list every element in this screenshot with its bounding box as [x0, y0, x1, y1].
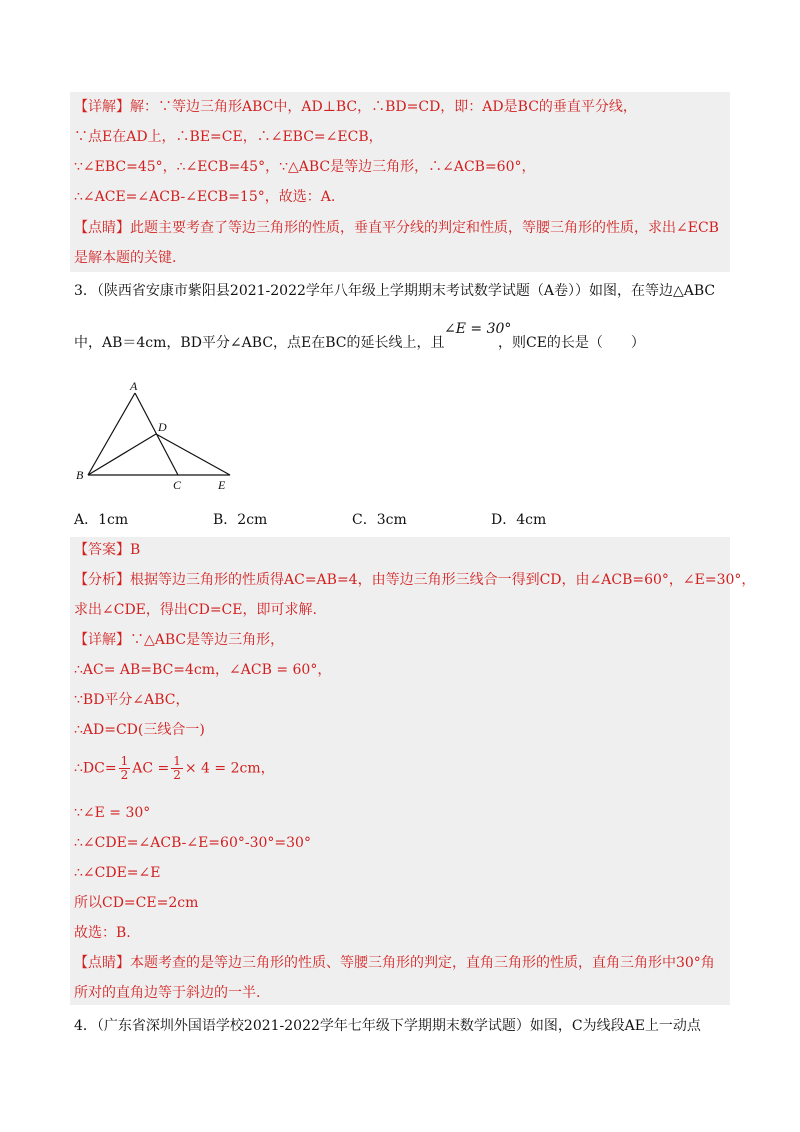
comment-line-2: 是解本题的关键.	[74, 250, 177, 266]
question-3-line-2a: 中，AB＝4cm，BD平分∠ABC，点E在BC的延长线上，且	[74, 335, 445, 351]
question-3-line-1: 3．（陕西省安康市紫阳县2021-2022学年八年级上学期期末考试数学试题（A卷））如图，在等边△ABC	[74, 283, 716, 299]
question-3-line-2b: ，则CE的长是（ ）	[498, 335, 645, 351]
question-4-line-1: 4．（广东省深圳外国语学校2021-2022学年七年级下学期期末数学试题）如图，C为线段AE上一动点	[74, 1018, 701, 1034]
label-b: B	[76, 468, 84, 482]
detail-line-4: ∴∠ACE=∠ACB-∠ECB=15°，故选：A.	[74, 189, 336, 205]
detail-b-line-2: ∴AC= AB=BC=4cm，∠ACB = 60°，	[74, 662, 332, 678]
dc-prefix: ∴DC=	[74, 760, 117, 777]
option-a: A．1cm	[74, 512, 129, 528]
label-c: C	[173, 478, 182, 492]
frac-numerator: 1	[120, 754, 129, 768]
frac-denominator: 2	[120, 768, 129, 782]
answer-line: 【答案】B	[74, 542, 141, 558]
label-d: D	[158, 420, 167, 434]
comment-b-line-1: 【点睛】本题考查的是等边三角形的性质、等腰三角形的判定，直角三角形的性质，直角三角形中30°角	[74, 955, 715, 971]
frac-numerator: 1	[173, 754, 181, 768]
detail-line-1: 【详解】解：∵等边三角形ABC中，AD⊥BC，∴BD=CD，即：AD是BC的垂直平分线，	[74, 99, 637, 115]
detail-b-line-6: ∵∠E = 30°	[74, 805, 151, 821]
detail-line-2: ∵点E在AD上，∴BE=CE，∴∠EBC=∠ECB，	[74, 129, 383, 145]
fraction-half-1	[119, 755, 131, 782]
detail-b-line-7: ∴∠CDE=∠ACB-∠E=60°-30°=30°	[74, 835, 311, 851]
detail-b-line-5	[74, 755, 275, 782]
detail-line-3: ∵∠EBC=45°，∴∠ECB=45°，∵△ABC是等边三角形，∴∠ACB=60°，	[74, 159, 536, 175]
cm-suffix: cm，	[239, 760, 275, 777]
detail-b-line-3: ∵BD平分∠ABC，	[74, 692, 190, 708]
frac-denominator: 2	[173, 768, 181, 782]
detail-b-line-10: 故选：B.	[74, 925, 131, 941]
times-four: × 4 = 2	[184, 760, 240, 777]
detail-b-line-4: ∴AD=CD(三线合一)	[74, 722, 205, 738]
angle-e-equation: ∠E = 30°	[444, 321, 512, 337]
solution-block-1	[70, 92, 730, 272]
fraction-half-2	[171, 755, 183, 782]
analysis-line-2: 求出∠CDE，得出CD=CE，即可求解.	[74, 602, 317, 618]
ac-equals: AC =	[132, 760, 170, 777]
detail-b-line-9: 所以CD=CE=2cm	[74, 895, 199, 911]
label-a: A	[130, 379, 138, 393]
option-b: B．2cm	[213, 512, 268, 528]
comment-line-1: 【点睛】此题主要考查了等边三角形的性质，垂直平分线的判定和性质，等腰三角形的性质，求出∠ECB	[74, 220, 719, 236]
triangle-figure	[70, 375, 240, 495]
option-d: D．4cm	[491, 512, 547, 528]
segment-bd	[88, 434, 156, 475]
comment-b-line-2: 所对的直角边等于斜边的一半.	[74, 985, 261, 1001]
detail-b-line-1: 【详解】∵△ABC是等边三角形，	[74, 632, 285, 648]
detail-b-line-8: ∴∠CDE=∠E	[74, 865, 161, 881]
label-e: E	[218, 478, 226, 492]
option-c: C．3cm	[352, 512, 407, 528]
analysis-line-1: 【分析】根据等边三角形的性质得AC=AB=4，由等边三角形三线合一得到CD，由∠ACB=60°，∠E=30°，	[74, 572, 756, 588]
segment-ab	[88, 393, 135, 475]
